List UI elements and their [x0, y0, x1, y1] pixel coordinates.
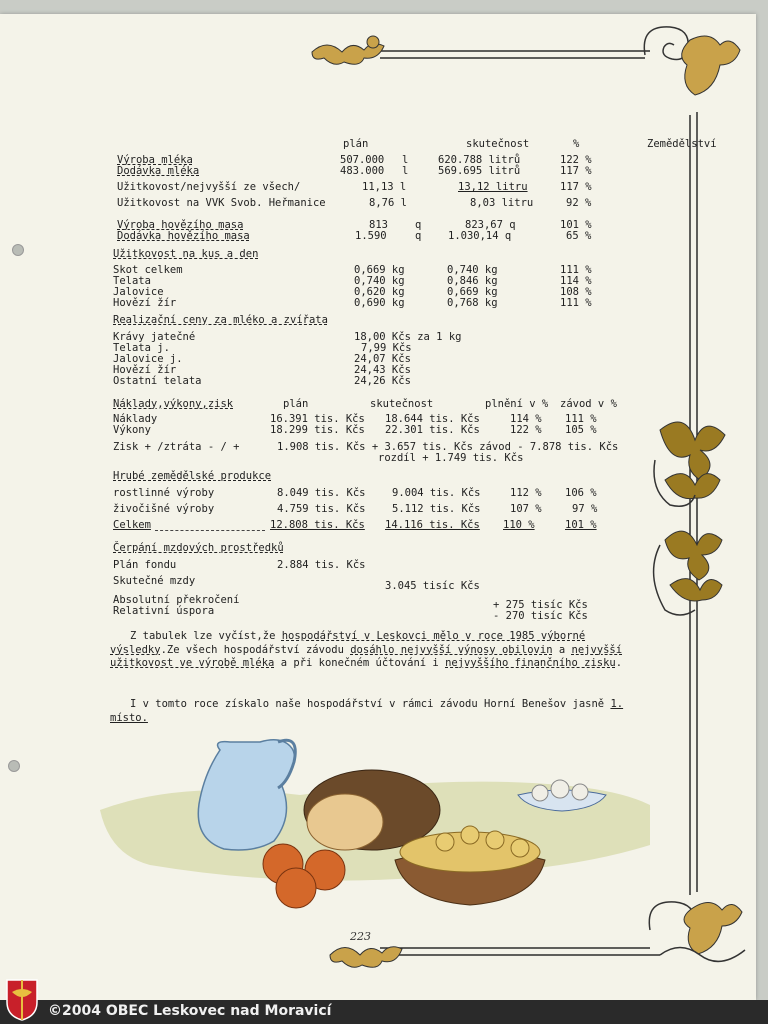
row-label: Absolutní překročení: [113, 594, 240, 606]
row-pct: 111 %: [560, 264, 592, 276]
row-value: 24,43 Kčs: [354, 364, 411, 376]
row-pct: 117 %: [560, 181, 592, 193]
para-highlight: dosáhlo nejvyšší výnosy obilovin: [350, 643, 553, 656]
row-label: Relativní úspora: [113, 605, 215, 617]
subsection-title: Užitkovost na kus a den: [113, 248, 259, 260]
row-skut: 9.004 tis. Kčs: [392, 487, 481, 499]
row-value: - 270 tisíc Kčs: [493, 610, 588, 622]
row-plan: 0,740 kg: [354, 275, 405, 287]
ornament-bottom-center: [330, 947, 402, 968]
row-skut: 0,846 kg: [447, 275, 498, 287]
row-label: Ostatní telata: [113, 375, 202, 387]
row-pct: 122 %: [560, 154, 592, 166]
dashed-rule: [155, 530, 265, 531]
zisk-rozdil: rozdíl + 1.749 tis. Kčs: [378, 452, 524, 464]
row-skut: 823,67 q: [465, 219, 516, 231]
row-pct: 108 %: [560, 286, 592, 298]
ornament-bottom-right: [649, 902, 745, 962]
zisk-label: Zisk + /ztráta - / +: [113, 441, 240, 453]
para-text: a: [552, 643, 572, 656]
para-highlight: 1. místo.: [110, 698, 624, 724]
row-plan: 0,620 kg: [354, 286, 405, 298]
row-skut: 569.695 litrů: [438, 165, 521, 177]
row-label: Užitkovost na VVK Svob. Heřmanice: [117, 197, 326, 209]
row-unit: q: [415, 219, 422, 231]
page-number: 223: [350, 930, 371, 943]
row-plneni: 112 %: [510, 487, 542, 499]
row-value: 24,07 Kčs: [354, 353, 411, 365]
row-skut: 8,03 litru: [470, 197, 534, 209]
row-label: Skot celkem: [113, 264, 183, 276]
row-skut: 620.788 litrů: [438, 154, 521, 166]
row-unit: l: [402, 154, 409, 166]
row-plan: 8.049 tis. Kčs: [277, 487, 366, 499]
para-text: .: [615, 657, 623, 669]
col-header-skut: skutečnost: [370, 398, 434, 410]
para-highlight: hospodářství v Leskovci mělo v roce 1985 výborné výsledky: [110, 630, 586, 656]
row-skut: 0,669 kg: [447, 286, 498, 298]
row-value: 3.045 tisíc Kčs: [385, 580, 480, 592]
row-skut: 22.301 tis. Kčs: [385, 424, 480, 436]
row-value: + 275 tisíc Kčs: [493, 599, 588, 611]
row-zavod: 111 %: [565, 413, 597, 425]
subsection-title: Čerpání mzdových prostředků: [113, 542, 284, 554]
row-pct: 111 %: [560, 297, 592, 309]
row-unit: q: [415, 230, 422, 242]
municipality-coat-of-arms-icon: [4, 976, 40, 1022]
para-text: a při konečném účtování i: [274, 657, 446, 669]
row-skut: 18.644 tis. Kčs: [385, 413, 480, 425]
col-header-plan: plán: [283, 398, 309, 410]
row-zavod: 97 %: [572, 503, 598, 515]
subsection-title: Realizační ceny za mléko a zvířata: [113, 314, 328, 326]
row-label: Celkem: [113, 519, 151, 531]
row-skut: 14.116 tis. Kčs: [385, 519, 480, 531]
row-label: Telata: [113, 275, 151, 287]
row-label: Dodávka mléka: [117, 165, 200, 177]
row-label: Hovězí žír: [113, 297, 177, 309]
row-value: 18,00 Kčs za 1 kg: [354, 331, 462, 343]
conclusion-paragraph: [110, 698, 655, 725]
section-title: Zemědělství: [647, 138, 717, 150]
row-label: Hovězí žír: [113, 364, 177, 376]
row-pct: 101 %: [560, 219, 592, 231]
row-label: Plán fondu: [113, 559, 177, 571]
row-unit: l: [402, 165, 409, 177]
row-label: Výroba hovězího masa: [117, 219, 244, 231]
row-label: Jalovice j.: [113, 353, 183, 365]
row-label: Užitkovost/nejvyšší ze všech/: [117, 181, 301, 193]
row-plneni: 107 %: [510, 503, 542, 515]
zisk-value: 1.908 tis. Kčs + 3.657 tis. Kčs závod - 7.878 tis. Kčs: [277, 441, 619, 453]
row-plan: 0,669 kg: [354, 264, 405, 276]
row-label: Telata j.: [113, 342, 170, 354]
row-skut: 0,768 kg: [447, 297, 498, 309]
row-pct: 92 %: [566, 197, 592, 209]
row-label: živočišné výroby: [113, 503, 215, 515]
row-plan: 0,690 kg: [354, 297, 405, 309]
row-plneni: 114 %: [510, 413, 542, 425]
row-pct: 117 %: [560, 165, 592, 177]
row-value: 7,99 Kčs: [361, 342, 412, 354]
row-label: Jalovice: [113, 286, 164, 298]
row-plan: 813: [369, 219, 388, 231]
row-plan: 18.299 tis. Kčs: [270, 424, 365, 436]
subsection-title: Náklady,výkony,zisk: [113, 398, 234, 410]
ornament-top-right: [644, 27, 740, 95]
para-highlight: nejvyššího finančního zisku: [445, 657, 616, 669]
row-zavod: 105 %: [565, 424, 597, 436]
row-plan: 507.000: [340, 154, 385, 166]
header-pct: %: [573, 138, 580, 150]
row-plan: 11,13 l: [362, 181, 407, 193]
still-life-illustration: [100, 740, 650, 908]
row-zavod: 106 %: [565, 487, 597, 499]
para-highlight: nejvyšší užitkovost ve výrobě mléka: [110, 643, 623, 669]
copyright-text: ©2004 OBEC Leskovec nad Moravicí: [48, 1003, 332, 1019]
row-skut: 5.112 tis. Kčs: [392, 503, 481, 515]
para-text: .Ze všech hospodářství závodu: [160, 643, 351, 656]
row-plneni: 122 %: [510, 424, 542, 436]
row-plan: 4.759 tis. Kčs: [277, 503, 366, 515]
row-skut: 1.030,14 q: [448, 230, 512, 242]
ornament-top-left: [312, 36, 384, 64]
row-label: Dodávka hovězího masa: [117, 230, 250, 242]
header-skutecnost: skutečnost: [466, 138, 530, 150]
row-plan: 12.808 tis. Kčs: [270, 519, 365, 531]
para-text: Z tabulek lze vyčíst,že: [130, 630, 282, 642]
para-text: I v tomto roce získalo naše hospodářství v rámci závodu Horní Benešov jasně: [130, 698, 611, 710]
col-header-plneni: plnění v %: [485, 398, 549, 410]
summary-paragraph: [110, 630, 655, 671]
row-pct: 114 %: [560, 275, 592, 287]
row-value: 24,26 Kčs: [354, 375, 411, 387]
row-plan: 16.391 tis. Kčs: [270, 413, 365, 425]
col-header-zavod: závod v %: [560, 398, 617, 410]
row-pct: 65 %: [566, 230, 592, 242]
row-plan: 1.590: [355, 230, 387, 242]
subsection-title: Hrubé zemědělské produkce: [113, 470, 272, 482]
row-skut: 0,740 kg: [447, 264, 498, 276]
row-label: rostlinné výroby: [113, 487, 215, 499]
row-plan: 8,76 l: [369, 197, 407, 209]
row-label: Výkony: [113, 424, 151, 436]
row-plneni: 110 %: [503, 519, 535, 531]
row-label: Krávy jatečné: [113, 331, 196, 343]
row-plan: 483.000: [340, 165, 385, 177]
row-label: Skutečné mzdy: [113, 575, 196, 587]
header-plan: plán: [343, 138, 369, 150]
row-label: Náklady: [113, 413, 158, 425]
row-skut: 13,12 litru: [458, 181, 528, 193]
row-value: 2.884 tis. Kčs: [277, 559, 366, 571]
row-zavod: 101 %: [565, 519, 597, 531]
row-label: Výroba mléka: [117, 154, 193, 166]
